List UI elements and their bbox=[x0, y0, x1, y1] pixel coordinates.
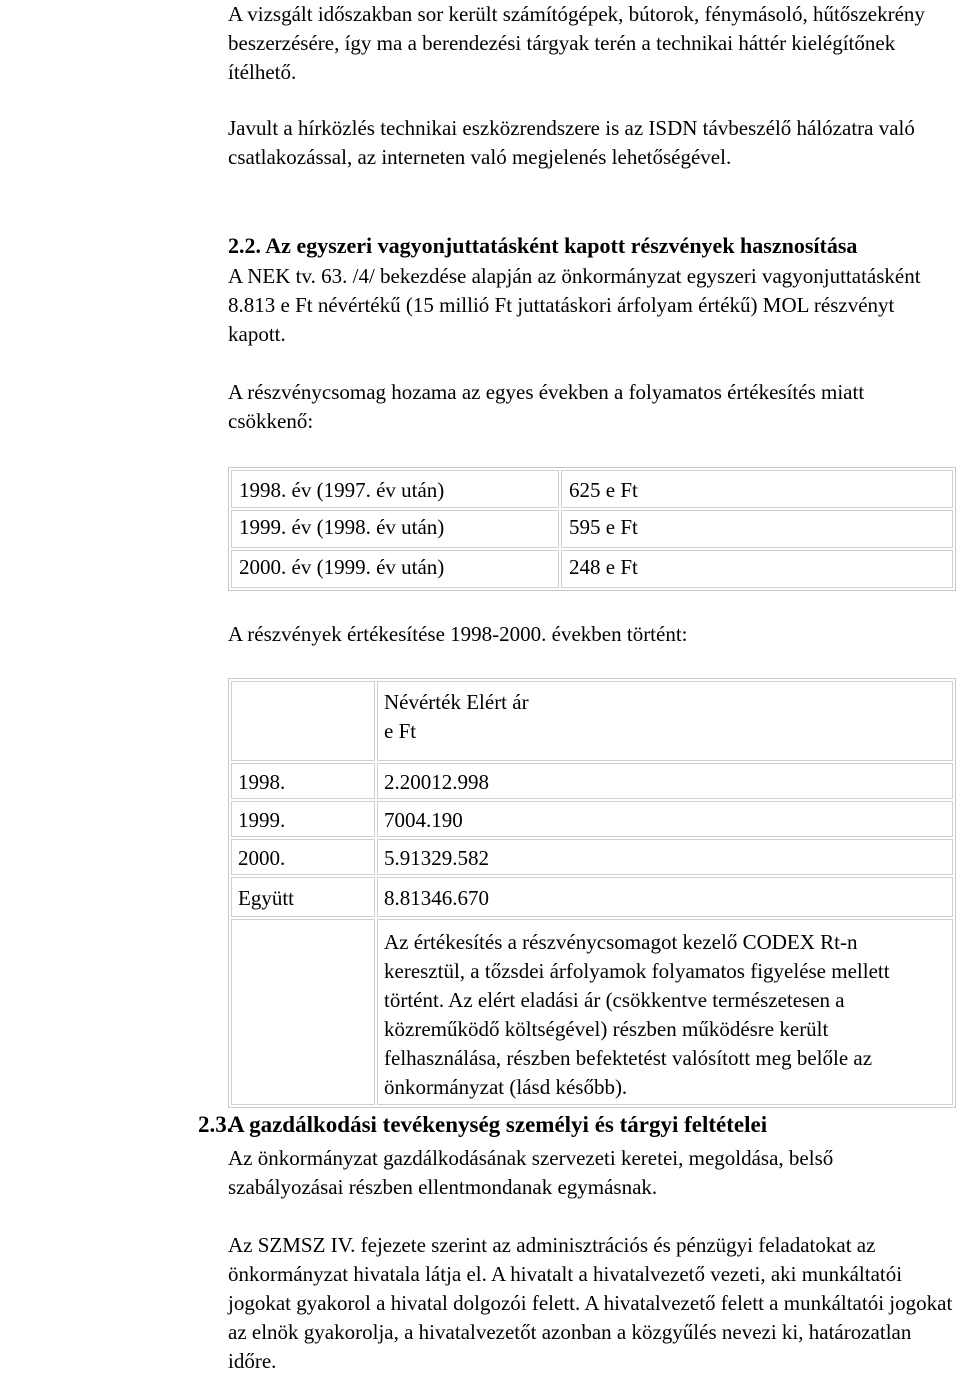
paragraph-telecom: Javult a hírközlés technikai eszközrendszere is az ISDN távbeszélő hálózatra való csatlakozással, az interneten való megjelenés lehetőségével. bbox=[228, 116, 915, 169]
sales-table bbox=[228, 678, 956, 1108]
paragraph-organization: Az önkormányzat gazdálkodásának szervezeti keretei, megoldása, belső szabályozásai részben ellentmondanak egymásnak. bbox=[228, 1146, 834, 1199]
section-heading-2-2: 2.2. Az egyszeri vagyonjuttatásként kapott részvények hasznosítása bbox=[228, 233, 858, 258]
section-number: 2.3. bbox=[198, 1112, 233, 1137]
sales-values-cell: 7004.190 bbox=[377, 801, 953, 837]
sales-year-cell: Együtt bbox=[231, 877, 375, 917]
sales-header-line: Névérték Elért ár bbox=[384, 690, 529, 714]
yield-value-cell: 595 e Ft bbox=[561, 510, 953, 548]
sales-note-empty-cell bbox=[231, 919, 375, 1105]
yield-year-cell: 1999. év (1998. év után) bbox=[231, 510, 559, 548]
sales-year-cell: 1999. bbox=[231, 801, 375, 837]
sales-header-line: e Ft bbox=[384, 719, 417, 743]
yield-table bbox=[228, 467, 956, 591]
sales-header-cell bbox=[377, 681, 953, 761]
sales-note-text: Az értékesítés a részvénycsomagot kezelő CODEX Rt-n keresztül, a tőzsdei árfolyamok folyamatos figyelése mellett történt. Az elért eladási ár (csökkentve természetesen a közreműködő költségével) részben működésre került felhasználása, részben befektetést valósított meg belőle az önkormányzat (lásd később). bbox=[384, 930, 890, 1099]
paragraph-equipment: A vizsgált időszakban sor került számítógépek, bútorok, fénymásoló, hűtőszekrény beszerzésére, így ma a berendezési tárgyak terén a technikai háttér kielégítőnek ítélhető. bbox=[228, 2, 925, 84]
sales-values-cell: 2.20012.998 bbox=[377, 763, 953, 799]
section-title: A gazdálkodási tevékenység személyi és tárgyi feltételei bbox=[228, 1112, 768, 1137]
paragraph-nek-law: A NEK tv. 63. /4/ bekezdése alapján az önkormányzat egyszeri vagyonjuttatásként 8.813 e Ft névértékű (15 millió Ft juttatáskori árfolyam értékű) MOL részvényt kapott. bbox=[228, 264, 921, 346]
yield-year-cell: 1998. év (1997. év után) bbox=[231, 470, 559, 508]
paragraph-szmsz: Az SZMSZ IV. fejezete szerint az adminisztrációs és pénzügyi feladatokat az önkormányzat hivatala látja el. A hivatalt a hivatalvezető vezeti, aki munkáltatói jogokat gyakorol a hivatal dolgozói felett. A hivatalvezető felett a munkáltatói jogokat az elnök gyakorolja, a hivatalvezetőt azonban a közgyűlés nevezi ki, határozatlan időre. bbox=[228, 1233, 953, 1373]
section-heading-2-3 bbox=[198, 1110, 768, 1139]
yield-year-cell: 2000. év (1999. év után) bbox=[231, 550, 559, 588]
sales-values-cell: 5.91329.582 bbox=[377, 839, 953, 875]
paragraph-yield-intro: A részvénycsomag hozama az egyes években a folyamatos értékesítés miatt csökkenő: bbox=[228, 380, 865, 433]
sales-year-cell: 1998. bbox=[231, 763, 375, 799]
yield-value-cell: 248 e Ft bbox=[561, 550, 953, 588]
sales-values-cell: 8.81346.670 bbox=[377, 877, 953, 917]
sales-note-cell bbox=[377, 919, 953, 1105]
yield-value-cell: 625 e Ft bbox=[561, 470, 953, 508]
sales-year-cell: 2000. bbox=[231, 839, 375, 875]
paragraph-sales-intro: A részvények értékesítése 1998-2000. években történt: bbox=[228, 622, 688, 646]
sales-header-empty-cell bbox=[231, 681, 375, 761]
